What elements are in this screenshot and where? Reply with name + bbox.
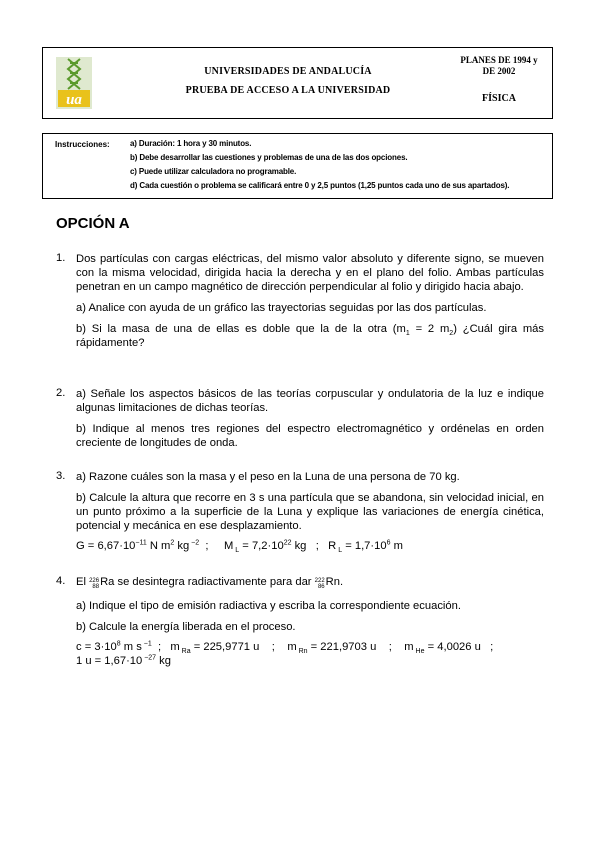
instruction-item: d) Cada cuestión o problema se calificará entre 0 y 2,5 puntos (1,25 puntos cada uno de sus apartados). — [130, 181, 510, 190]
part-b: b) Indique al menos tres regiones del espectro electromagnético y ordénelas en orden creciente de longitudes de onda. — [76, 423, 544, 449]
constant-text: = 221,9703 u ; m — [307, 640, 414, 653]
superscript: −11 — [135, 539, 147, 547]
superscript: −2 — [189, 539, 200, 547]
constant-text: = 1,7·10 — [342, 540, 387, 552]
instruction-item: b) Debe desarrollar las cuestiones y problemas de una de las dos opciones. — [130, 153, 408, 162]
part-a: a) Razone cuáles son la masa y el peso en la Luna de una persona de 70 kg. — [76, 471, 460, 483]
subscript: Ra — [179, 647, 191, 655]
subscript: 1 — [405, 330, 410, 338]
mass-number: 222 — [314, 577, 325, 584]
mass-number: 226 — [89, 577, 100, 584]
part-b: b) Calcule la altura que recorre en 3 s una partícula que se abandona, sin velocidad inicial, en un punto próximo a la superficie de la Luna y explique las variaciones de energía cinética, potencial y mecánica en ese desplazamiento. — [76, 492, 544, 532]
instructions-box — [42, 133, 553, 199]
subject-label: FÍSICA — [482, 93, 516, 104]
superscript: 8 — [116, 639, 121, 647]
part-a: a) Señale los aspectos básicos de las teorías corpuscular y ondulatoria de la luz e indique algunas limitaciones de dichas teorías. — [76, 388, 544, 414]
part-a: a) Analice con ayuda de un gráfico las trayectorias seguidas por las dos partículas. — [76, 302, 487, 314]
question-body — [76, 252, 544, 350]
question-intro: Dos partículas con cargas eléctricas, del mismo valor absoluto y diferente signo, se mueven con la misma velocidad, dirigida hacia la derecha y en el plano del folio. Ambas partículas penetran en un campo magnético de dirección perpendicular al folio y dirigido hacia abajo. — [76, 253, 544, 293]
superscript: −27 — [142, 653, 157, 661]
constant-text: = 225,9771 u ; m — [190, 640, 297, 653]
atomic-number: 88 — [92, 584, 100, 590]
constant-text: kg — [156, 654, 172, 667]
constants-line — [76, 654, 544, 668]
superscript: 6 — [386, 539, 391, 547]
option-title: OPCIÓN A — [56, 215, 130, 232]
exam-header — [42, 47, 553, 119]
part-a: a) Indique el tipo de emisión radiactiva y escriba la correspondiente ecuación. — [76, 599, 461, 612]
plans-line-2: DE 2002 — [482, 66, 516, 76]
question-number: 2. — [56, 387, 66, 399]
intro-text: se desintegra radiactivamente para dar — [114, 576, 315, 588]
logo-graphic — [54, 57, 94, 109]
subscript: He — [413, 647, 425, 655]
radium-isotope-numbers — [89, 578, 99, 591]
part-b — [76, 322, 544, 350]
intro-text: El — [76, 576, 90, 588]
constant-text: ; m — [151, 640, 180, 653]
instruction-item: a) Duración: 1 hora y 30 minutos. — [130, 139, 252, 148]
element-symbol: Ra — [100, 576, 115, 588]
part-b: b) Calcule la energía liberada en el proceso. — [76, 620, 296, 633]
superscript: 22 — [283, 539, 292, 547]
constants-line — [76, 640, 544, 654]
instructions-list — [130, 140, 509, 196]
logo-text: ua — [66, 92, 82, 108]
plans-label — [449, 55, 549, 77]
subscript: Rn — [296, 647, 308, 655]
instructions-label: Instrucciones: — [55, 140, 110, 149]
constants-line — [76, 539, 544, 553]
constant-text: c = 3·10 — [76, 640, 117, 653]
constant-text: m — [390, 540, 403, 552]
exam-title: PRUEBA DE ACCESO A LA UNIVERSIDAD — [185, 85, 391, 96]
university-name: UNIVERSIDADES DE ANDALUCÍA — [204, 66, 372, 77]
question-number: 4. — [56, 575, 66, 587]
university-logo — [54, 57, 94, 109]
superscript: 2 — [170, 539, 175, 547]
question-number: 3. — [56, 470, 66, 482]
constant-text: N m — [146, 540, 171, 552]
constant-text: = 4,0026 u ; — [424, 640, 494, 653]
subscript: L — [336, 547, 343, 555]
question-body — [76, 575, 544, 668]
question-body — [76, 470, 544, 553]
subscript: L — [233, 547, 240, 555]
constant-text: ; M — [199, 540, 234, 552]
plans-line-1: PLANES DE 1994 y — [460, 55, 538, 65]
element-symbol: Rn. — [325, 576, 344, 588]
question-number: 1. — [56, 252, 66, 264]
question-body — [76, 387, 544, 450]
atomic-number: 86 — [317, 584, 325, 590]
subscript: 2 — [449, 330, 454, 338]
radon-isotope-numbers — [315, 578, 325, 591]
constant-text: G = 6,67·10 — [76, 540, 136, 552]
part-b-text: b) Si la masa de una de ellas es doble que la de la otra (m — [76, 323, 406, 335]
instruction-item: c) Puede utilizar calculadora no programable. — [130, 167, 297, 176]
part-b-text: ) ¿Cuál gira más rápidamente? — [76, 323, 544, 349]
question-intro — [76, 575, 544, 591]
constant-text: m s — [120, 640, 142, 653]
constant-text: 1 u = 1,67·10 — [76, 654, 143, 667]
part-b-text: = 2 m — [409, 323, 450, 335]
constant-text: kg ; R — [291, 540, 337, 552]
constant-text: kg — [174, 540, 190, 552]
constant-text: = 7,2·10 — [239, 540, 284, 552]
superscript: −1 — [141, 639, 152, 647]
